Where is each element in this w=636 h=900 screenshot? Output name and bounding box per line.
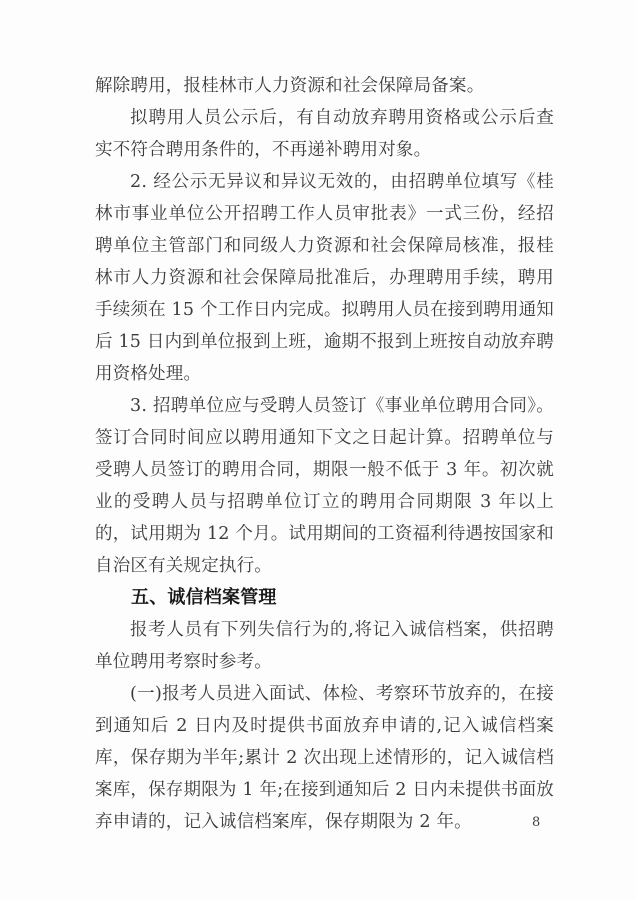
section-heading: 五、诚信档案管理	[131, 587, 277, 608]
paragraph: (一)报考人员进入面试、体检、考察环节放弃的，在接到通知后 2 日内及时提供书面放弃申请的,记入诚信档案库，保存期为半年;累计 2 次出现上述情形的，记入诚信档案库，保存期限为 1 年;在接到通知后 2 日内未提供书面放弃申请的，记入诚信档案库，保存期限为 2 年。	[95, 684, 554, 832]
paragraph: 2. 经公示无异议和异议无效的，由招聘单位填写《桂林市事业单位公开招聘工作人员审批表》一式三份，经招聘单位主管部门和同级人力资源和社会保障局核准，报桂林市人力资源和社会保障局批准后，办理聘用手续，聘用手续须在 15 个工作日内完成。拟聘用人员在接到聘用通知后 15 日内到单位报到上班，逾期不报到上班按自动放弃聘用资格处理。	[95, 172, 554, 384]
page-number: 8	[532, 815, 541, 830]
paragraph: 3. 招聘单位应与受聘人员签订《事业单位聘用合同》。签订合同时间应以聘用通知下文之日起计算。招聘单位与受聘人员签订的聘用合同，期限一般不低于 3 年。初次就业的受聘人员与招聘单位订立的聘用合同期限 3 年以上的，试用期为 12 个月。试用期间的工资福利待遇按国家和自治区有关规定执行。	[95, 396, 554, 576]
paragraph: 拟聘用人员公示后，有自动放弃聘用资格或公示后查实不符合聘用条件的，不再递补聘用对象。	[95, 108, 554, 160]
paragraph-continuation: 解除聘用，报桂林市人力资源和社会保障局备案。	[95, 76, 485, 96]
paragraph: 报考人员有下列失信行为的,将记入诚信档案，供招聘单位聘用考察时参考。	[95, 620, 554, 672]
